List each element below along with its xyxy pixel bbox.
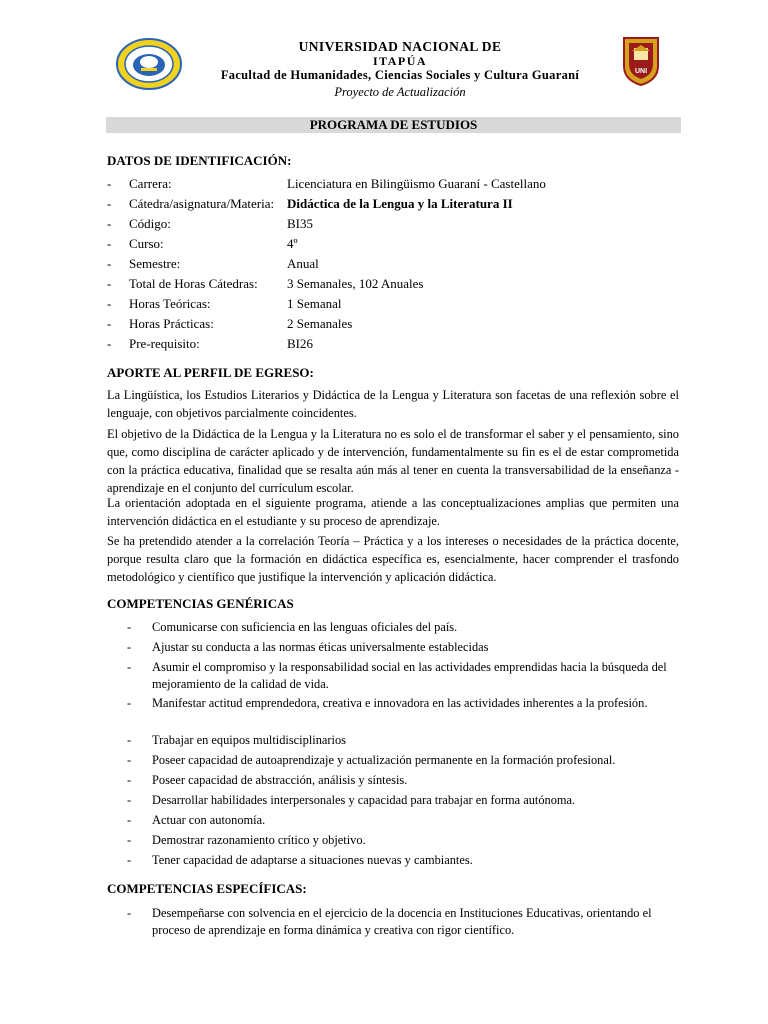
id-label: Semestre: (129, 256, 181, 271)
competency-text: Tener capacidad de adaptarse a situaciones nuevas y cambiantes. (152, 853, 473, 867)
university-name: UNIVERSIDAD NACIONAL DE (298, 39, 502, 54)
list-dash: - (127, 793, 132, 807)
competency-text: Trabajar en equipos multidisciplinarios (152, 733, 346, 747)
id-value: Licenciatura en Bilingüismo Guaraní - Castellano (287, 176, 546, 191)
list-dash: - (127, 733, 132, 747)
id-value: BI26 (287, 336, 313, 351)
university-seal-logo (116, 38, 182, 90)
faculty-shield-logo (622, 36, 660, 86)
competency-text: Desempeñarse con solvencia en el ejercicio de la docencia en Instituciones Educativas, orientando el proceso de aprendizaje en forma dinámica y creativa con rigor científico. (152, 906, 652, 937)
list-dash: - (127, 620, 132, 634)
list-dash: - (107, 196, 112, 211)
id-label: Carrera: (129, 176, 172, 191)
list-dash: - (127, 773, 132, 787)
identification-title: DATOS DE IDENTIFICACIÓN: (107, 153, 292, 168)
list-dash: - (107, 316, 112, 331)
competency-text: Poseer capacidad de autoaprendizaje y actualización permanente en la formación profesional. (152, 753, 616, 767)
competency-text: Comunicarse con suficiencia en las lenguas oficiales del país. (152, 620, 458, 634)
profile-paragraph: El objetivo de la Didáctica de la Lengua y la Literatura no es solo el de transformar el saber y el pensamiento, sino que, como disciplina de carácter aplicado y de intervención, fundamentalmente su fin es el de estar comprometida con la práctica educativa, finalidad que se resalta aún más al tener en cuenta la transversabilidad de la enseñanza - aprendizaje en el conjunto del currículum escolar. (107, 427, 679, 495)
list-item (127, 619, 687, 636)
list-item (127, 752, 687, 769)
id-label: Cátedra/asignatura/Materia: (129, 196, 275, 211)
competency-text: Demostrar razonamiento crítico y objetivo. (152, 833, 366, 847)
id-value: 3 Semanales, 102 Anuales (287, 276, 424, 291)
program-banner: PROGRAMA DE ESTUDIOS (106, 117, 681, 133)
id-value: BI35 (287, 216, 313, 231)
profile-paragraph: La Lingüística, los Estudios Literarios y Didáctica de la Lengua y Literatura son facetas de una reflexión sobre el lenguaje, con objetivos parcialmente coincidentes. (107, 388, 679, 420)
competency-text: Desarrollar habilidades interpersonales y capacidad para trabajar en forma autónoma. (152, 793, 576, 807)
id-row (107, 196, 687, 214)
id-label: Horas Prácticas: (129, 316, 214, 331)
list-dash: - (107, 176, 112, 191)
list-item (127, 639, 687, 656)
list-dash: - (107, 276, 112, 291)
list-item (127, 832, 687, 849)
id-row (107, 176, 687, 194)
list-dash: - (107, 336, 112, 351)
list-dash: - (127, 640, 132, 654)
list-item (127, 772, 687, 789)
university-city: ITAPÚA (372, 54, 428, 68)
list-dash: - (127, 813, 132, 827)
competency-text: Asumir el compromiso y la responsabilidad social en las actividades emprendidas hacia la búsqueda del mejoramiento de la calidad de vida. (152, 660, 667, 691)
competency-text: Manifestar actitud emprendedora, creativa e innovadora en las actividades inherentes a la profesión. (152, 696, 648, 710)
list-dash: - (127, 660, 132, 674)
list-item (127, 812, 687, 829)
id-value: 4º (287, 236, 298, 251)
list-dash: - (127, 833, 132, 847)
profile-paragraph: Se ha pretendido atender a la correlación Teoría – Práctica y a los intereses o necesidades de la práctica docente, porque resulta claro que la formación en didáctica específica es, esencialmente, hacer comprender el trasfondo metodológico y científico que justifique la intervención y aplicación didáctica. (107, 534, 679, 584)
id-label: Horas Teóricas: (129, 296, 211, 311)
list-item (127, 659, 687, 693)
list-dash: - (127, 853, 132, 867)
id-row (107, 216, 687, 234)
faculty-name: Facultad de Humanidades, Ciencias Sociales y Cultura Guaraní (220, 68, 580, 82)
profile-title: APORTE AL PERFIL DE EGRESO: (107, 365, 314, 380)
id-row (107, 316, 687, 334)
id-label: Curso: (129, 236, 164, 251)
id-row (107, 336, 687, 354)
generic-competencies-title: COMPETENCIAS GENÉRICAS (107, 596, 294, 611)
id-value: Anual (287, 256, 319, 271)
shield-logo-text: UNI (634, 68, 648, 75)
specific-competencies-title: COMPETENCIAS ESPECÍFICAS: (107, 881, 307, 896)
id-label: Código: (129, 216, 171, 231)
id-row (107, 296, 687, 314)
list-item (127, 852, 687, 869)
list-dash: - (127, 696, 132, 710)
competency-text: Actuar con autonomía. (152, 813, 266, 827)
list-item (127, 695, 687, 712)
profile-paragraph: La orientación adoptada en el siguiente programa, atiende a las conceptualizaciones amplias que permiten una intervención didáctica en el estudiante y su proceso de aprendizaje. (107, 496, 679, 528)
list-dash: - (107, 256, 112, 271)
list-item (127, 792, 687, 809)
competency-text: Poseer capacidad de abstracción, análisis y síntesis. (152, 773, 408, 787)
id-value-course-name: Didáctica de la Lengua y la Literatura II (287, 196, 513, 211)
list-dash: - (107, 236, 112, 251)
id-value: 2 Semanales (287, 316, 353, 331)
list-dash: - (107, 296, 112, 311)
competency-text: Ajustar su conducta a las normas éticas universalmente establecidas (152, 640, 489, 654)
project-subtitle: Proyecto de Actualización (334, 85, 466, 99)
id-label: Pre-requisito: (129, 336, 200, 351)
id-label: Total de Horas Cátedras: (129, 276, 258, 291)
list-item (127, 905, 687, 939)
id-value: 1 Semanal (287, 296, 342, 311)
list-dash: - (127, 753, 132, 767)
list-dash: - (107, 216, 112, 231)
list-dash: - (127, 906, 132, 920)
id-row (107, 236, 687, 254)
id-row (107, 256, 687, 274)
id-row (107, 276, 687, 294)
list-item (127, 732, 687, 749)
